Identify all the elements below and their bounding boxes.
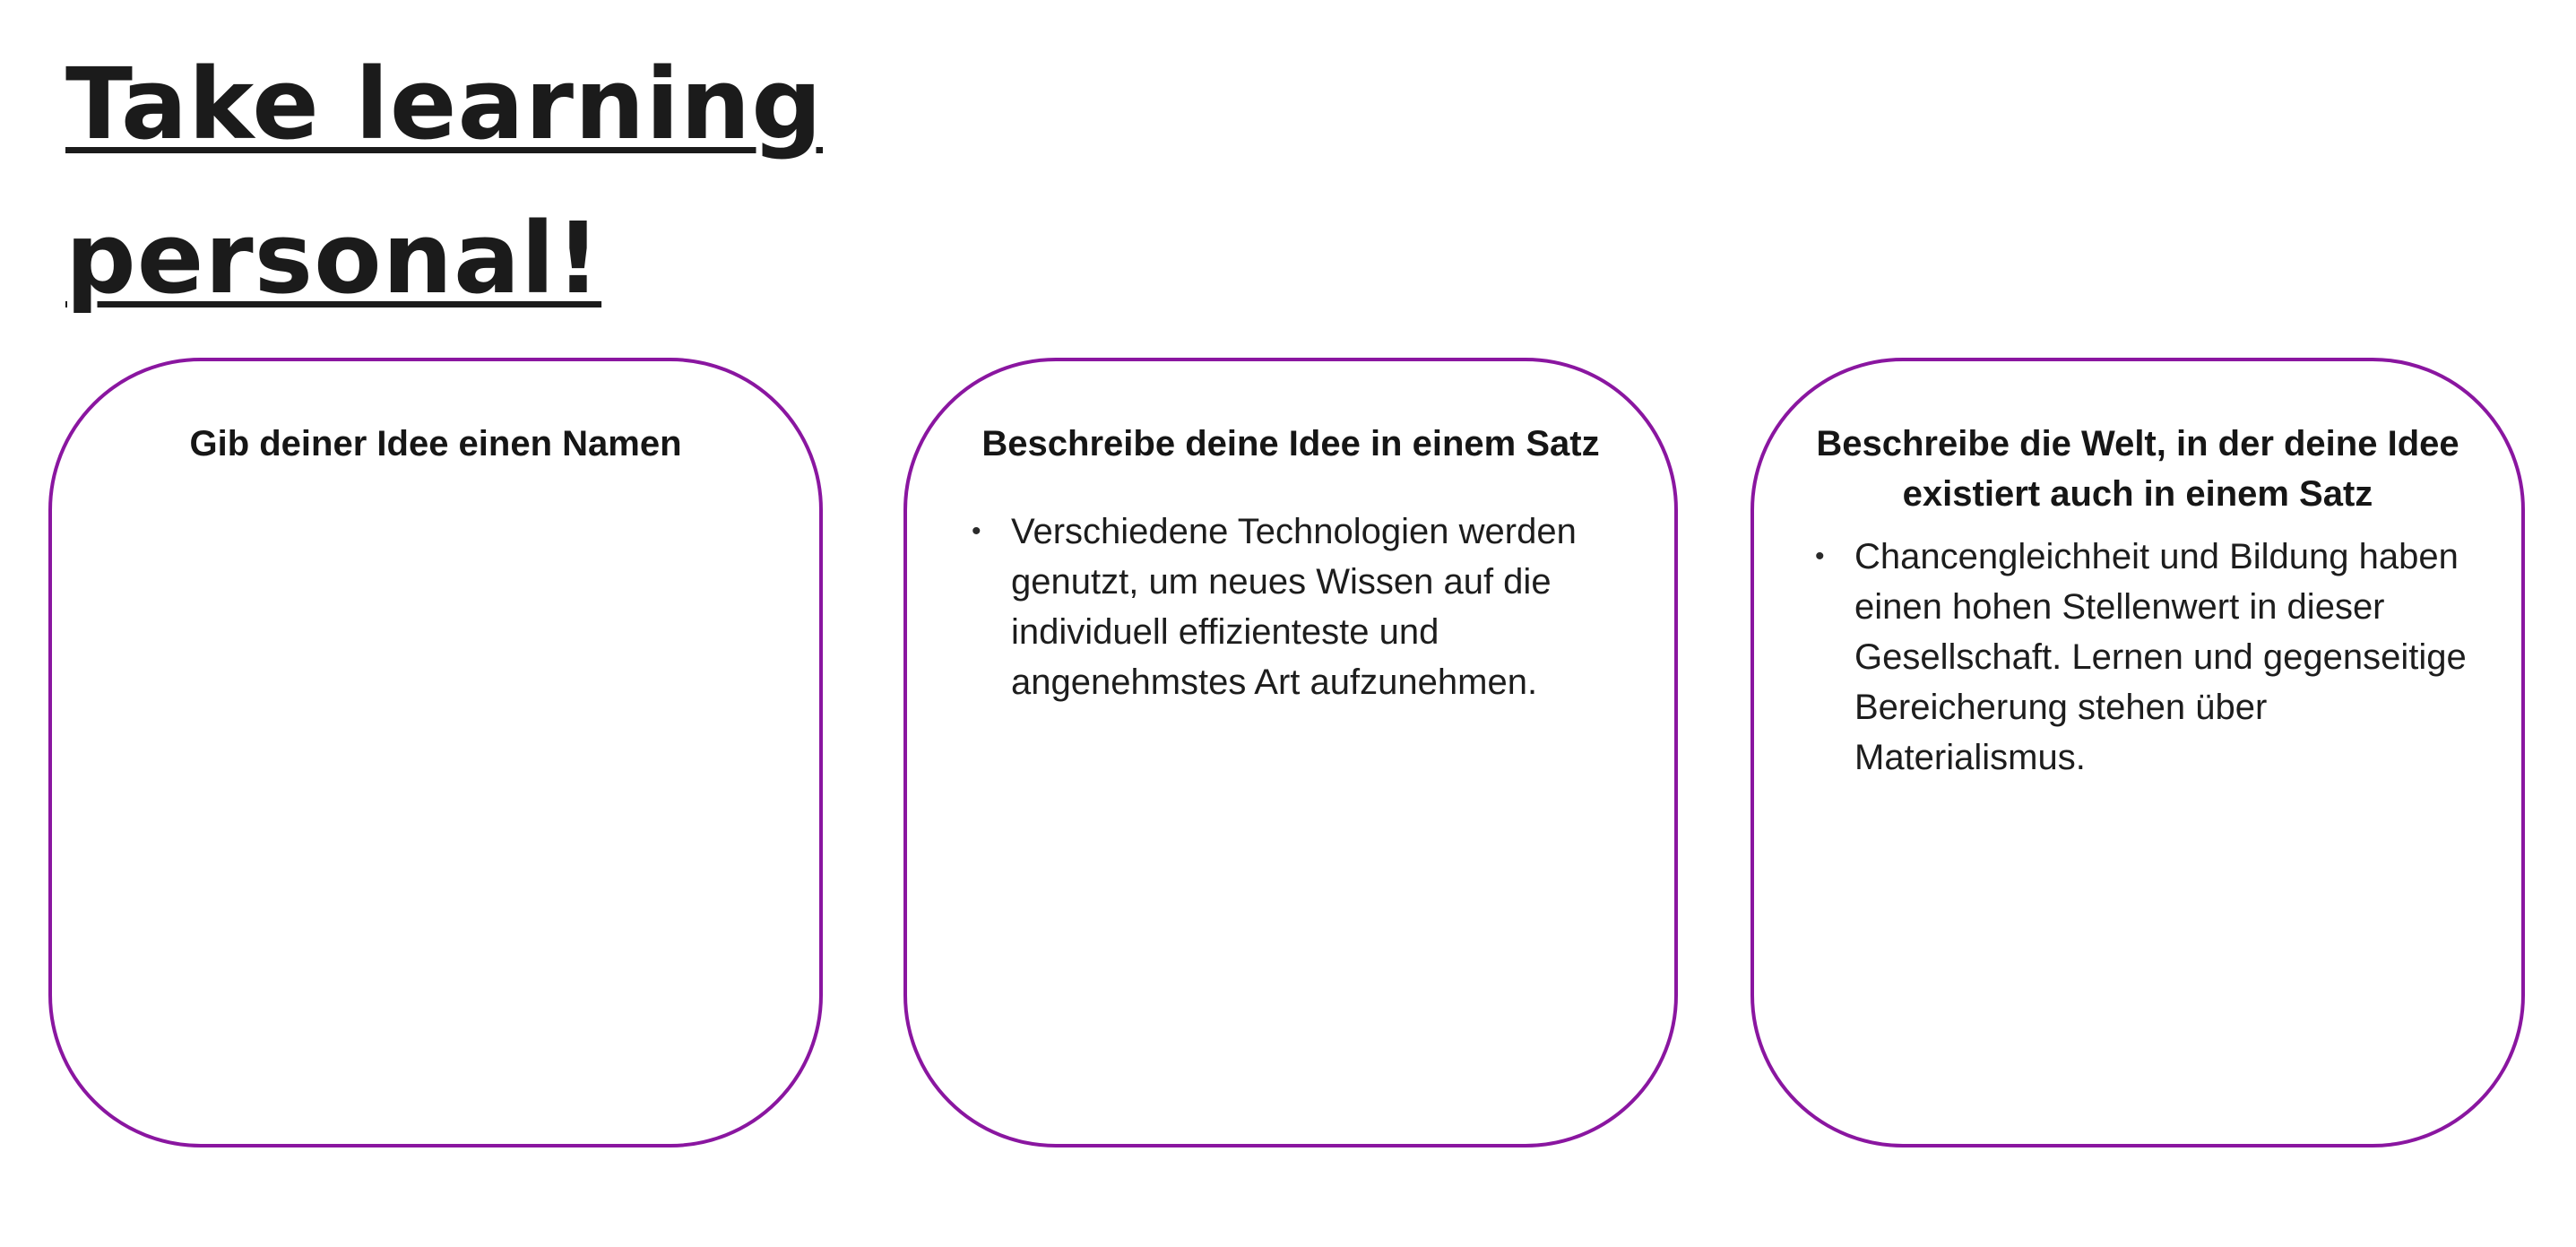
list-item	[1815, 532, 2482, 783]
idea-description-card[interactable]	[903, 358, 1678, 1147]
idea-name-card[interactable]	[48, 358, 823, 1147]
list-item-text: Verschiedene Technologien werden genutzt, um neues Wissen auf die individuell effizienteste und angenehmstes Art aufzunehmen.	[1011, 512, 1577, 702]
list-item	[972, 507, 1621, 707]
bullet-icon: •	[1815, 541, 1825, 571]
idea-description-heading: Beschreibe deine Idee in einem Satz	[981, 424, 1600, 463]
idea-name-heading: Gib deiner Idee einen Namen	[189, 424, 682, 463]
bullet-icon: •	[972, 516, 981, 546]
world-description-list	[1815, 532, 2482, 783]
world-description-heading: Beschreibe die Welt, in der deine Idee existiert auch in einem Satz	[1816, 424, 2459, 514]
world-description-card[interactable]	[1750, 358, 2525, 1147]
list-item-text: Chancengleichheit und Bildung haben einen hohen Stellenwert in dieser Gesellschaft. Lernen und gegenseitige Bereicherung stehen über Materialismus.	[1854, 537, 2467, 777]
idea-description-list	[972, 507, 1621, 707]
page-title: Take learning personal!	[65, 47, 824, 316]
